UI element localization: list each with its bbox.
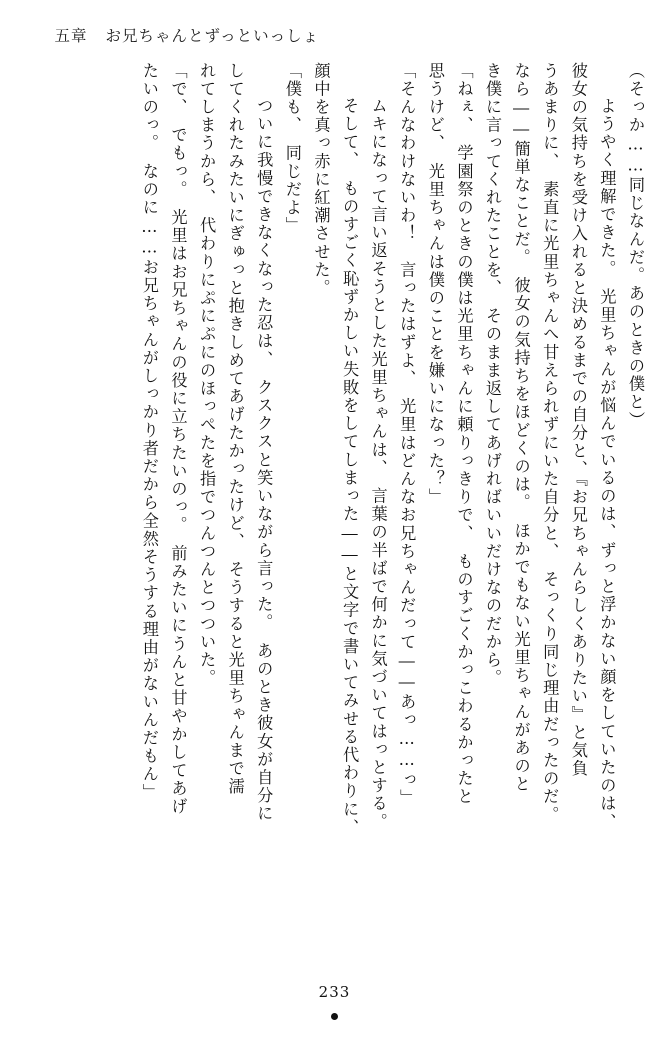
text-line: 「そんなわけないわ！ 言ったはずよ、 光里はどんなお兄ちゃんだって――あっ……っ」 — [397, 62, 417, 808]
text-line: 「で、 でもっ。 光里はお兄ちゃんの役に立ちたいのっ。 前みたいにうんと甘やかしてあげ — [168, 62, 188, 816]
text-line: 「ねぇ、 学園祭のときの僕は光里ちゃんに頼りっきりで、 ものすごくかっこわるかったと — [454, 62, 474, 806]
chapter-label: 五章 — [54, 27, 88, 45]
text-line: 思うけど、 光里ちゃんは僕のことを嫌いになった？」 — [425, 62, 445, 507]
text-line: （そっか……同じなんだ。あのときの僕と） — [626, 62, 645, 430]
body-text-area — [26, 62, 643, 972]
text-line: き僕に言ってくれたことを、 そのまま返してあげればいいだけなのだから。 — [483, 62, 503, 688]
header-inner — [55, 24, 615, 46]
text-line: 顔中を真っ赤に紅潮させた。 — [311, 62, 331, 298]
text-line: たいのっ。 なのに……お兄ちゃんがしっかり者だから全然そうする理由がないんだもん」 — [139, 62, 159, 802]
chapter-title: お兄ちゃんとずっといっしょ — [105, 27, 320, 45]
text-line: 彼女の気持ちを受け入れると決めるまでの自分と、『お兄ちゃんらしくありたい』と気負 — [568, 62, 588, 778]
footer-dot-ornament — [331, 1013, 338, 1020]
text-line: うあまりに、 素直に光里ちゃんへ甘えられずにいた自分と、 そっくり同じ理由だったのだ。 — [540, 62, 560, 825]
page-footer — [0, 983, 669, 1020]
text-line: なら――簡単なことだ。 彼女の気持ちをほどくのは。 ほかでもない光里ちゃんがあのと — [511, 62, 531, 794]
text-line: れてしまうから、 代わりにぷにぷにのほっぺたを指でつんつんとつついた。 — [197, 62, 217, 688]
text-line: ようやく理解できた。 光里ちゃんが悩んでいるのは、ずっと浮かない顔をしていたのは、 — [597, 79, 617, 832]
text-line: 「僕も、 同じだよ」 — [282, 62, 302, 235]
text-line: そして、 ものすごく恥ずかしい失敗をしてしまった――と文字で書いてみせる代わりに、 — [340, 79, 360, 837]
text-line: ついに我慢できなくなった忍は、 クスクスと笑いながら言った。 あのとき彼女が自分に — [254, 79, 274, 823]
text-line: してくれたみたいにぎゅっと抱きしめてあげたかったけど、 そうすると光里ちゃんまで濡 — [225, 62, 245, 796]
text-line: ムキになって言い返そうとした光里ちゃんは、 言葉の半ばで何かに気づいてはっとする。 — [368, 79, 388, 832]
page-number: 233 — [318, 983, 351, 1001]
page-header — [0, 22, 669, 48]
